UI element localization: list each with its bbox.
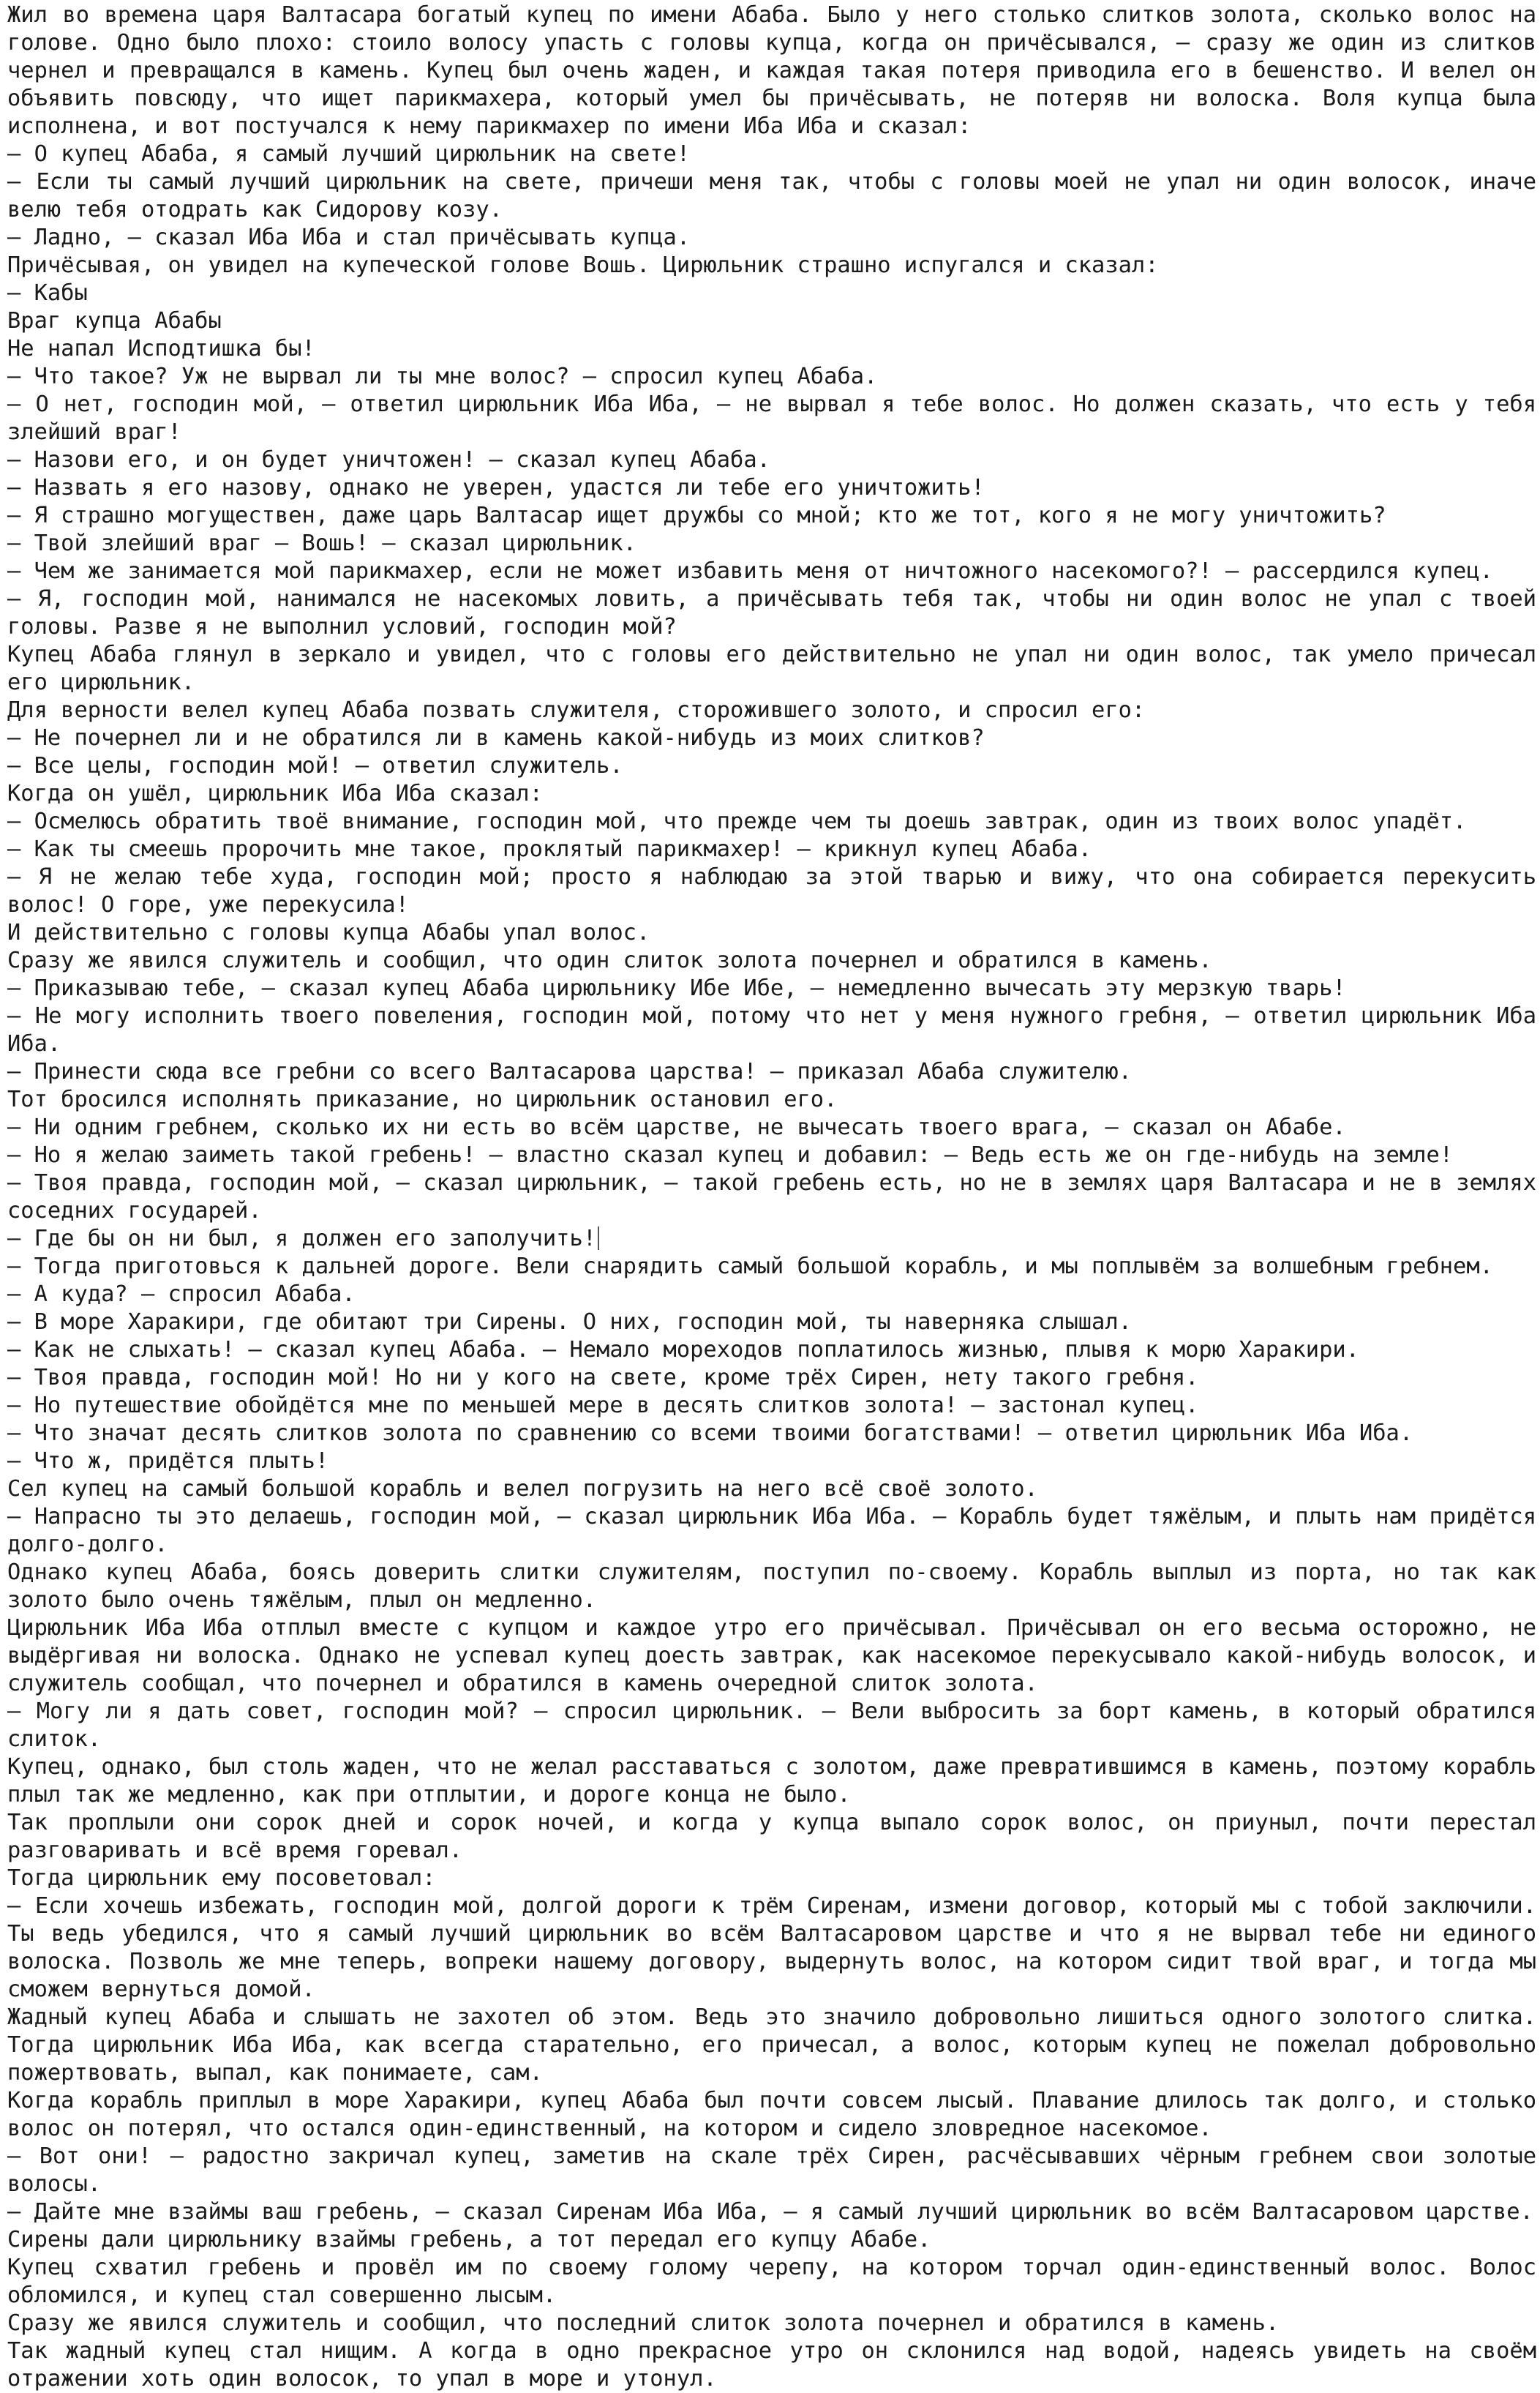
paragraph: — Что ж, придётся плыть! <box>7 1448 329 1474</box>
paragraph: — Что такое? Уж не вырвал ли ты мне волос? — спросил купец Абаба. <box>7 364 878 389</box>
paragraph: — Вот они! — радостно закричал купец, заметив на скале трёх Сирен, расчёсывавших чёрным гребнем свои золотые волосы. <box>7 2143 1536 2197</box>
paragraph: — Тогда приготовься к дальней дороге. Вели снарядить самый большой корабль, и мы поплывём за волшебным гребнем. <box>7 1254 1493 1279</box>
paragraph: — Как не слыхать! — сказал купец Абаба. — Немало мореходов поплатилось жизнью, плывя к морю Харакири. <box>7 1337 1359 1363</box>
paragraph: — Не почернел ли и не обратился ли в камень какой-нибудь из моих слитков? <box>7 725 985 751</box>
paragraph: — Если ты самый лучший цирюльник на свете, причеши меня так, чтобы с головы моей не упал ни один волосок, иначе велю тебя отодрать как Сидорову козу. <box>7 169 1536 222</box>
paragraph: Не напал Исподтишка бы! <box>7 336 315 362</box>
paragraph: — Ни одним гребнем, сколько их ни есть во всём царстве, не вычесать твоего врага, — сказал он Абабе. <box>7 1115 1346 1140</box>
paragraph: — Назвать я его назову, однако не уверен, удастся ли тебе его уничтожить! <box>7 475 985 501</box>
paragraph: — Приказываю тебе, — сказал купец Абаба цирюльнику Ибе Ибе, — немедленно вычесать эту мерзкую тварь! <box>7 975 1346 1001</box>
paragraph: Когда он ушёл, цирюльник Иба Иба сказал: <box>7 781 543 806</box>
paragraph: — Я страшно могуществен, даже царь Валтасар ищет дружбы со мной; кто же тот, кого я не могу уничтожить? <box>7 503 1386 528</box>
paragraph-text: — Где бы он ни был, я должен его заполучить! <box>7 1226 597 1251</box>
paragraph: Купец схватил гребень и провёл им по своему голому черепу, на котором торчал один-единственный волос. Волос обломился, и купец стал совершенно лысым. <box>7 2255 1536 2308</box>
paragraph: Цирюльник Иба Иба отплыл вместе с купцом и каждое утро его причёсывал. Причёсывал он его весьма осторожно, не выдёргивая ни волоска. Однако не успевал купец доесть завтрак, как насекомое перекусывало какой-нибудь волосок, и служитель сообщал, что почернел и обратился в камень очередной слиток золота. <box>7 1615 1536 1696</box>
paragraph: — Дайте мне взаймы ваш гребень, — сказал Сиренам Иба Иба, — я самый лучший цирюльник во всём Валтасаровом царстве. <box>7 2199 1533 2225</box>
paragraph: — Как ты смеешь пророчить мне такое, проклятый парикмахер! — крикнул купец Абаба. <box>7 836 1092 862</box>
paragraph: Купец Абаба глянул в зеркало и увидел, что с головы его действительно не упал ни один волос, так умело причесал его цирюльник. <box>7 642 1536 695</box>
paragraph: — Ладно, — сказал Иба Иба и стал причёсывать купца. <box>7 225 691 250</box>
paragraph: И действительно с головы купца Абабы упал волос. <box>7 920 650 945</box>
paragraph: — О нет, господин мой, — ответил цирюльник Иба Иба, — не вырвал я тебе волос. Но должен сказать, что есть у тебя злейший враг! <box>7 392 1536 445</box>
paragraph: — Но путешествие обойдётся мне по меньшей мере в десять слитков золота! — застонал купец. <box>7 1393 1199 1418</box>
paragraph: — Осмелюсь обратить твоё внимание, господин мой, что прежде чем ты доешь завтрак, один из твоих волос упадёт. <box>7 809 1467 834</box>
paragraph: — Могу ли я дать совет, господин мой? — спросил цирюльник. — Вели выбросить за борт камень, в который обратился слиток. <box>7 1699 1536 1752</box>
paragraph: — Я, господин мой, нанимался не насекомых ловить, а причёсывать тебя так, чтобы ни один волос не упал с твоей головы. Разве я не выполнил условий, господин мой? <box>7 586 1536 640</box>
paragraph: — Я не желаю тебе худа, господин мой; просто я наблюдаю за этой тварью и вижу, что она собирается перекусить волос! О горе, уже перекусила! <box>7 864 1536 918</box>
paragraph: Однако купец Абаба, боясь доверить слитки служителям, поступил по-своему. Корабль выплыл из порта, но так как золото было очень тяжёлым, плыл он медленно. <box>7 1559 1536 1613</box>
paragraph: Жил во времена царя Валтасара богатый купец по имени Абаба. Было у него столько слитков золота, сколько волос на голове. Одно было плохо: стоило волосу упасть с головы купца, когда он причёсывался, — сразу же один из слитков чернел и превращался в камень. Купец был очень жаден, и каждая такая потеря приводила его в бешенство. И велел он объявить повсюду, что ищет парикмахера, который умел бы причёсывать, не потеряв ни волоска. Воля купца была исполнена, и вот постучался к нему парикмахер по имени Иба Иба и сказал: <box>7 2 1536 139</box>
paragraph: Тогда цирюльник ему посоветовал: <box>7 1865 436 1891</box>
document-body[interactable] <box>7 1 1536 2393</box>
paragraph: Купец, однако, был столь жаден, что не желал расставаться с золотом, даже превратившимся в камень, поэтому корабль плыл так же медленно, как при отплытии, и дороге конца не было. <box>7 1754 1536 1808</box>
text-cursor <box>598 1227 599 1250</box>
paragraph: — Все целы, господин мой! — ответил служитель. <box>7 753 623 779</box>
paragraph: Для верности велел купец Абаба позвать служителя, сторожившего золото, и спросил его: <box>7 697 1146 723</box>
paragraph: — Принести сюда все гребни со всего Валтасарова царства! — приказал Абаба служителю. <box>7 1059 1132 1085</box>
paragraph: — О купец Абаба, я самый лучший цирюльник на свете! <box>7 141 691 167</box>
paragraph: Тот бросился исполнять приказание, но цирюльник остановил его. <box>7 1087 838 1112</box>
paragraph: Сел купец на самый большой корабль и велел погрузить на него всё своё золото. <box>7 1476 1038 1502</box>
paragraph: Когда корабль приплыл в море Харакири, купец Абаба был почти совсем лысый. Плавание длилось так долго, и столько волос он потерял, что остался один-единственный, на котором и сидело зловредное насекомое. <box>7 2088 1536 2141</box>
paragraph: Так жадный купец стал нищим. А когда в одно прекрасное утро он склонился над водой, надеясь увидеть на своём отражении хоть один волосок, то упал в море и утонул. <box>7 2338 1536 2392</box>
paragraph: — А куда? — спросил Абаба. <box>7 1281 356 1307</box>
paragraph: Сразу же явился служитель и сообщил, что последний слиток золота почернел и обратился в камень. <box>7 2310 1280 2336</box>
paragraph: — Чем же занимается мой парикмахер, если не может избавить меня от ничтожного насекомого?! — рассердился купец. <box>7 558 1493 584</box>
paragraph: Так проплыли они сорок дней и сорок ночей, и когда у купца выпало сорок волос, он приуныл, почти перестал разговаривать и всё время горевал. <box>7 1810 1536 1863</box>
paragraph: — Если хочешь избежать, господин мой, долгой дороги к трём Сиренам, измени договор, который мы с тобой заключили. Ты ведь убедился, что я самый лучший цирюльник во всём Валтасаровом царстве и что я не вырвал тебе ни единого волоска. Позволь же мне теперь, вопреки нашему договору, выдернуть волос, на котором сидит твой враг, и тогда мы сможем вернуться домой. <box>7 1893 1536 2002</box>
paragraph: Враг купца Абабы <box>7 308 222 334</box>
paragraph: — В море Харакири, где обитают три Сирены. О них, господин мой, ты наверняка слышал. <box>7 1309 1132 1335</box>
paragraph: Сирены дали цирюльнику взаймы гребень, а тот передал его купцу Абабе. <box>7 2227 931 2252</box>
paragraph: Причёсывая, он увидел на купеческой голове Вошь. Цирюльник страшно испугался и сказал: <box>7 252 1159 278</box>
paragraph: — Что значат десять слитков золота по сравнению со всеми твоими богатствами! — ответил цирюльник Иба Иба. <box>7 1420 1413 1446</box>
paragraph <box>7 1225 1536 1253</box>
paragraph: — Не могу исполнить твоего повеления, господин мой, потому что нет у меня нужного гребня, — ответил цирюльник Иба Иба. <box>7 1003 1536 1057</box>
paragraph: — Кабы <box>7 280 88 306</box>
paragraph: — Но я желаю заиметь такой гребень! — властно сказал купец и добавил: — Ведь есть же он где-нибудь на земле! <box>7 1142 1454 1168</box>
paragraph: — Твой злейший враг — Вошь! — сказал цирюльник. <box>7 531 636 556</box>
paragraph: Жадный купец Абаба и слышать не захотел об этом. Ведь это значило добровольно лишиться одного золотого слитка. Тогда цирюльник Иба Иба, как всегда старательно, его причесал, а волос, которым купец не пожелал добровольно пожертвовать, выпал, как понимаете, сам. <box>7 2004 1536 2086</box>
paragraph: — Назови его, и он будет уничтожен! — сказал купец Абаба. <box>7 447 770 473</box>
paragraph: — Напрасно ты это делаешь, господин мой, — сказал цирюльник Иба Иба. — Корабль будет тяжёлым, и плыть нам придётся долго-долго. <box>7 1504 1536 1557</box>
paragraph: — Твоя правда, господин мой! Но ни у кого на свете, кроме трёх Сирен, нету такого гребня. <box>7 1365 1199 1390</box>
paragraph: Сразу же явился служитель и сообщил, что один слиток золота почернел и обратился в камень. <box>7 948 1212 973</box>
paragraph: — Твоя правда, господин мой, — сказал цирюльник, — такой гребень есть, но не в землях царя Валтасара и не в землях соседних государей. <box>7 1170 1536 1224</box>
